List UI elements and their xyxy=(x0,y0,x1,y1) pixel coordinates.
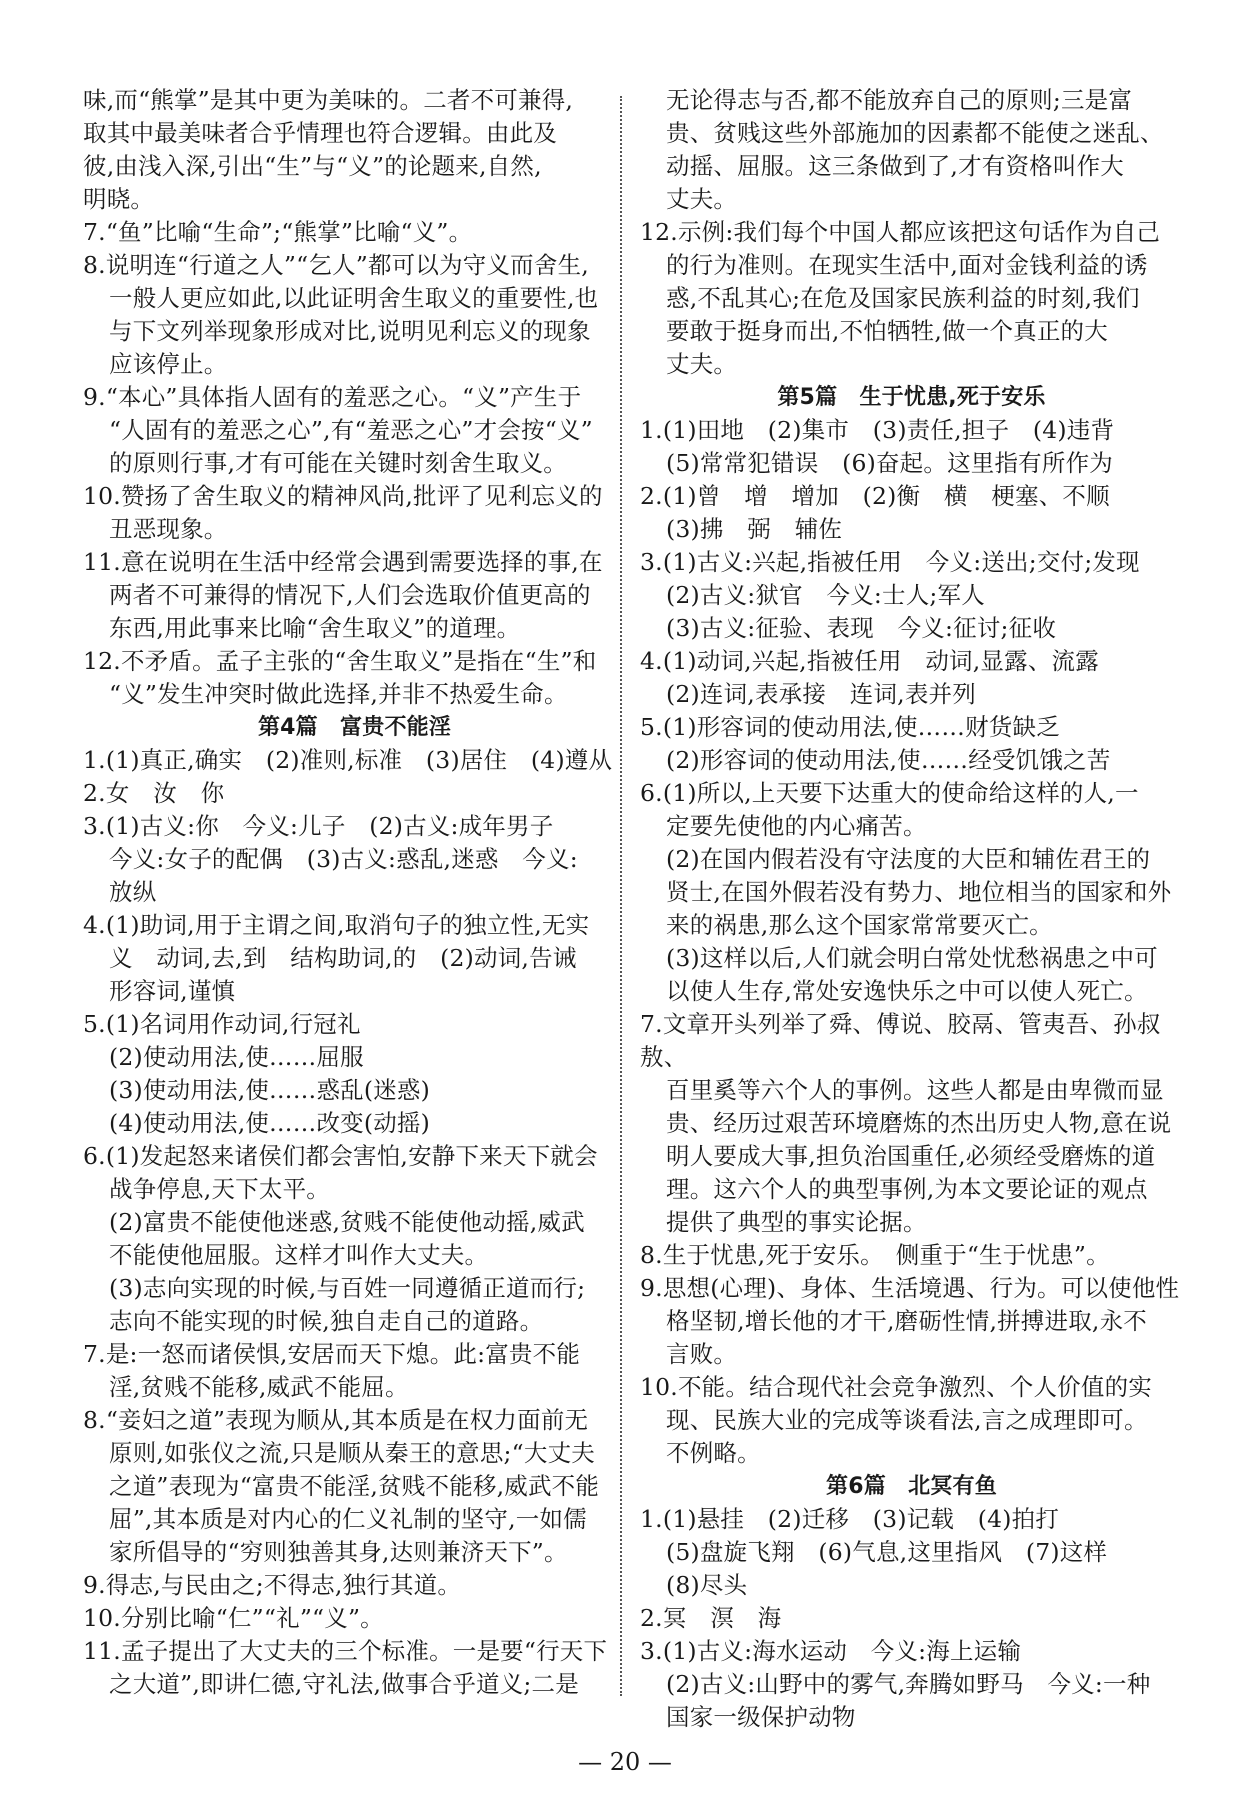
answer-item: 10.分别比喻“仁”“礼”“义”。 xyxy=(83,1604,384,1632)
text-line: 提供了典型的事实论据。 xyxy=(666,1208,927,1236)
right-column xyxy=(640,84,1183,1734)
text-line: 明人要成大事,担负治国重任,必须经受磨炼的道 xyxy=(666,1142,1156,1170)
text-line: 定要先使他的内心痛苦。 xyxy=(666,812,927,840)
answer-item: 5.(1)形容词的使动用法,使……财货缺乏 xyxy=(640,713,1060,741)
text-line: 之大道”,即讲仁德,守礼法,做事合乎道义;二是 xyxy=(109,1670,579,1698)
page-number: — 20 — xyxy=(578,1748,672,1776)
answer-item: 12.示例:我们每个中国人都应该把这句话作为自己 xyxy=(640,218,1161,246)
text-line: (2)形容词的使动用法,使……经受饥饿之苦 xyxy=(666,746,1111,774)
text-line: 取其中最美味者合乎情理也符合逻辑。由此及 xyxy=(83,119,557,147)
answer-item: 5.(1)名词用作动词,行冠礼 xyxy=(83,1010,361,1038)
answer-item: 9.得志,与民由之;不得志,独行其道。 xyxy=(83,1571,462,1599)
section-heading: 第6篇 北冥有鱼 xyxy=(826,1474,997,1499)
answer-item: 1.(1)悬挂 (2)迁移 (3)记载 (4)拍打 xyxy=(640,1505,1060,1533)
answer-item: 7.文章开头列举了舜、傅说、胶鬲、管夷吾、孙叔敖、 xyxy=(640,1010,1161,1071)
answer-item: 4.(1)动词,兴起,指被任用 动词,显露、流露 xyxy=(640,647,1099,675)
text-line: 百里奚等六个人的事例。这些人都是由卑微而显 xyxy=(666,1076,1164,1104)
text-line: “义”发生冲突时做此选择,并非不热爱生命。 xyxy=(109,680,568,708)
answer-item: 8.说明连“行道之人”“乞人”都可以为守义而舍生, xyxy=(83,251,589,279)
answer-item: 2.冥 溟 海 xyxy=(640,1604,782,1632)
text-line: 以使人生存,常处安逸快乐之中可以使人死亡。 xyxy=(666,977,1148,1005)
answer-item: 8.生于忧患,死于安乐。 侧重于“生于忧患”。 xyxy=(640,1241,1110,1269)
answer-item: 9.思想(心理)、身体、生活境遇、行为。可以使他性 xyxy=(640,1274,1180,1302)
answer-item: 9.“本心”具体指人固有的羞恶之心。“义”产生于 xyxy=(83,383,582,411)
text-line: 不例略。 xyxy=(666,1439,761,1467)
text-line: 国家一级保护动物 xyxy=(666,1703,856,1731)
text-line: 贵、经历过艰苦环境磨炼的杰出历史人物,意在说 xyxy=(666,1109,1172,1137)
text-line: 屈”,其本质是对内心的仁义礼制的坚守,一如儒 xyxy=(109,1505,587,1533)
text-line: 丑恶现象。 xyxy=(109,515,228,543)
text-line: 明晓。 xyxy=(83,185,155,213)
text-line: 形容词,谨慎 xyxy=(109,977,236,1005)
answer-item: 10.赞扬了舍生取义的精神风尚,批评了见利忘义的 xyxy=(83,482,603,510)
text-line: (2)使动用法,使……屈服 xyxy=(109,1043,364,1071)
text-line: 与下文列举现象形成对比,说明见利忘义的现象 xyxy=(109,317,591,345)
answer-item: 6.(1)所以,上天要下达重大的使命给这样的人,一 xyxy=(640,779,1139,807)
answer-item: 11.孟子提出了大丈夫的三个标准。一是要“行天下 xyxy=(83,1637,608,1665)
text-line: (3)古义:征验、表现 今义:征讨;征收 xyxy=(666,614,1057,642)
text-line: 贤士,在国外假若没有势力、地位相当的国家和外 xyxy=(666,878,1172,906)
text-line: 来的祸患,那么这个国家常常要灭亡。 xyxy=(666,911,1053,939)
text-line: 东西,用此事来比喻“舍生取义”的道理。 xyxy=(109,614,521,642)
text-line: (5)常常犯错误 (6)奋起。这里指有所作为 xyxy=(666,449,1113,477)
text-line: 不能使他屈服。这样才叫作大丈夫。 xyxy=(109,1241,489,1269)
answer-item: 3.(1)古义:海水运动 今义:海上运输 xyxy=(640,1637,1022,1665)
text-line: 家所倡导的“穷则独善其身,达则兼济天下”。 xyxy=(109,1538,568,1566)
text-line: 义 动词,去,到 结构助词,的 (2)动词,告诫 xyxy=(109,944,577,972)
section-heading: 第4篇 富贵不能淫 xyxy=(257,715,452,740)
text-line: 战争停息,天下太平。 xyxy=(109,1175,330,1203)
text-line: (3)志向实现的时候,与百姓一同遵循正道而行; xyxy=(109,1274,586,1302)
text-line: 惑,不乱其心;在危及国家民族利益的时刻,我们 xyxy=(666,284,1140,312)
answer-item: 12.不矛盾。孟子主张的“舍生取义”是指在“生”和 xyxy=(83,647,597,675)
text-line: 理。这六个人的典型事例,为本文要论证的观点 xyxy=(666,1175,1148,1203)
text-line: (5)盘旋飞翔 (6)气息,这里指风 (7)这样 xyxy=(666,1538,1108,1566)
text-line: (8)尽头 xyxy=(666,1571,748,1599)
text-line: (4)使动用法,使……改变(动摇) xyxy=(109,1109,430,1137)
answer-item: 2.(1)曾 增 增加 (2)衡 横 梗塞、不顺 xyxy=(640,482,1110,510)
text-line: 原则,如张仪之流,只是顺从秦王的意思;“大丈夫 xyxy=(109,1439,595,1467)
answer-item: 1.(1)田地 (2)集市 (3)责任,担子 (4)违背 xyxy=(640,416,1115,444)
text-line: 一般人更应如此,以此证明舍生取义的重要性,也 xyxy=(109,284,599,312)
text-line: 两者不可兼得的情况下,人们会选取价值更高的 xyxy=(109,581,591,609)
text-line: (2)在国内假若没有守法度的大臣和辅佐君王的 xyxy=(666,845,1151,873)
text-line: 应该停止。 xyxy=(109,350,228,378)
text-line: 彼,由浅入深,引出“生”与“义”的论题来,自然, xyxy=(83,152,542,180)
answer-item: 10.不能。结合现代社会竞争激烈、个人价值的实 xyxy=(640,1373,1152,1401)
text-line: 放纵 xyxy=(109,878,157,906)
answer-item: 11.意在说明在生活中经常会遇到需要选择的事,在 xyxy=(83,548,603,576)
answer-item: 7.是:一怒而诸侯惧,安居而天下熄。此:富贵不能 xyxy=(83,1340,581,1368)
answer-item: 1.(1)真正,确实 (2)准则,标准 (3)居住 (4)遵从 xyxy=(83,746,613,774)
answer-item: 2.女 汝 你 xyxy=(83,779,225,807)
text-line: 之道”表现为“富贵不能淫,贫贱不能移,威武不能 xyxy=(109,1472,600,1500)
section-heading: 第5篇 生于忧患,死于安乐 xyxy=(777,385,1046,410)
text-line: 的原则行事,才有可能在关键时刻舍生取义。 xyxy=(109,449,567,477)
text-line: (3)这样以后,人们就会明白常处忧愁祸患之中可 xyxy=(666,944,1158,972)
text-line: (2)富贵不能使他迷惑,贫贱不能使他动摇,威武 xyxy=(109,1208,585,1236)
text-line: (2)古义:山野中的雾气,奔腾如野马 今义:一种 xyxy=(666,1670,1151,1698)
text-line: 丈夫。 xyxy=(666,350,738,378)
text-line: 格坚韧,增长他的才干,磨砺性情,拼搏进取,永不 xyxy=(666,1307,1147,1335)
text-line: (2)连词,表承接 连词,表并列 xyxy=(666,680,976,708)
left-column xyxy=(83,84,626,1701)
answer-item: 6.(1)发起怒来诸侯们都会害怕,安静下来天下就会 xyxy=(83,1142,598,1170)
text-line: (3)拂 弼 辅佐 xyxy=(666,515,843,543)
text-line: “人固有的羞恶之心”,有“羞恶之心”才会按“义” xyxy=(109,416,593,444)
text-line: 淫,贫贱不能移,威武不能屈。 xyxy=(109,1373,409,1401)
text-line: 动摇、屈服。这三条做到了,才有资格叫作大 xyxy=(666,152,1124,180)
text-line: 今义:女子的配偶 (3)古义:惑乱,迷惑 今义: xyxy=(109,845,578,873)
answer-item: 3.(1)古义:兴起,指被任用 今义:送出;交付;发现 xyxy=(640,548,1140,576)
answer-item: 4.(1)助词,用于主谓之间,取消句子的独立性,无实 xyxy=(83,911,590,939)
text-line: 现、民族大业的完成等谈看法,言之成理即可。 xyxy=(666,1406,1148,1434)
answer-item: 7.“鱼”比喻“生命”;“熊掌”比喻“义”。 xyxy=(83,218,473,246)
text-line: 志向不能实现的时候,独自走自己的道路。 xyxy=(109,1307,544,1335)
text-line: 要敢于挺身而出,不怕牺牲,做一个真正的大 xyxy=(666,317,1108,345)
text-line: (2)古义:狱官 今义:士人;军人 xyxy=(666,581,985,609)
text-line: 丈夫。 xyxy=(666,185,738,213)
text-line: (3)使动用法,使……惑乱(迷惑) xyxy=(109,1076,430,1104)
text-line: 味,而“熊掌”是其中更为美味的。二者不可兼得, xyxy=(83,86,574,114)
text-line: 贵、贫贱这些外部施加的因素都不能使之迷乱、 xyxy=(666,119,1164,147)
text-line: 的行为准则。在现实生活中,面对金钱利益的诱 xyxy=(666,251,1148,279)
answer-item: 3.(1)古义:你 今义:儿子 (2)古义:成年男子 xyxy=(83,812,554,840)
answer-item: 8.“妾妇之道”表现为顺从,其本质是在权力面前无 xyxy=(83,1406,589,1434)
text-line: 言败。 xyxy=(666,1340,738,1368)
text-line: 无论得志与否,都不能放弃自己的原则;三是富 xyxy=(666,86,1133,114)
